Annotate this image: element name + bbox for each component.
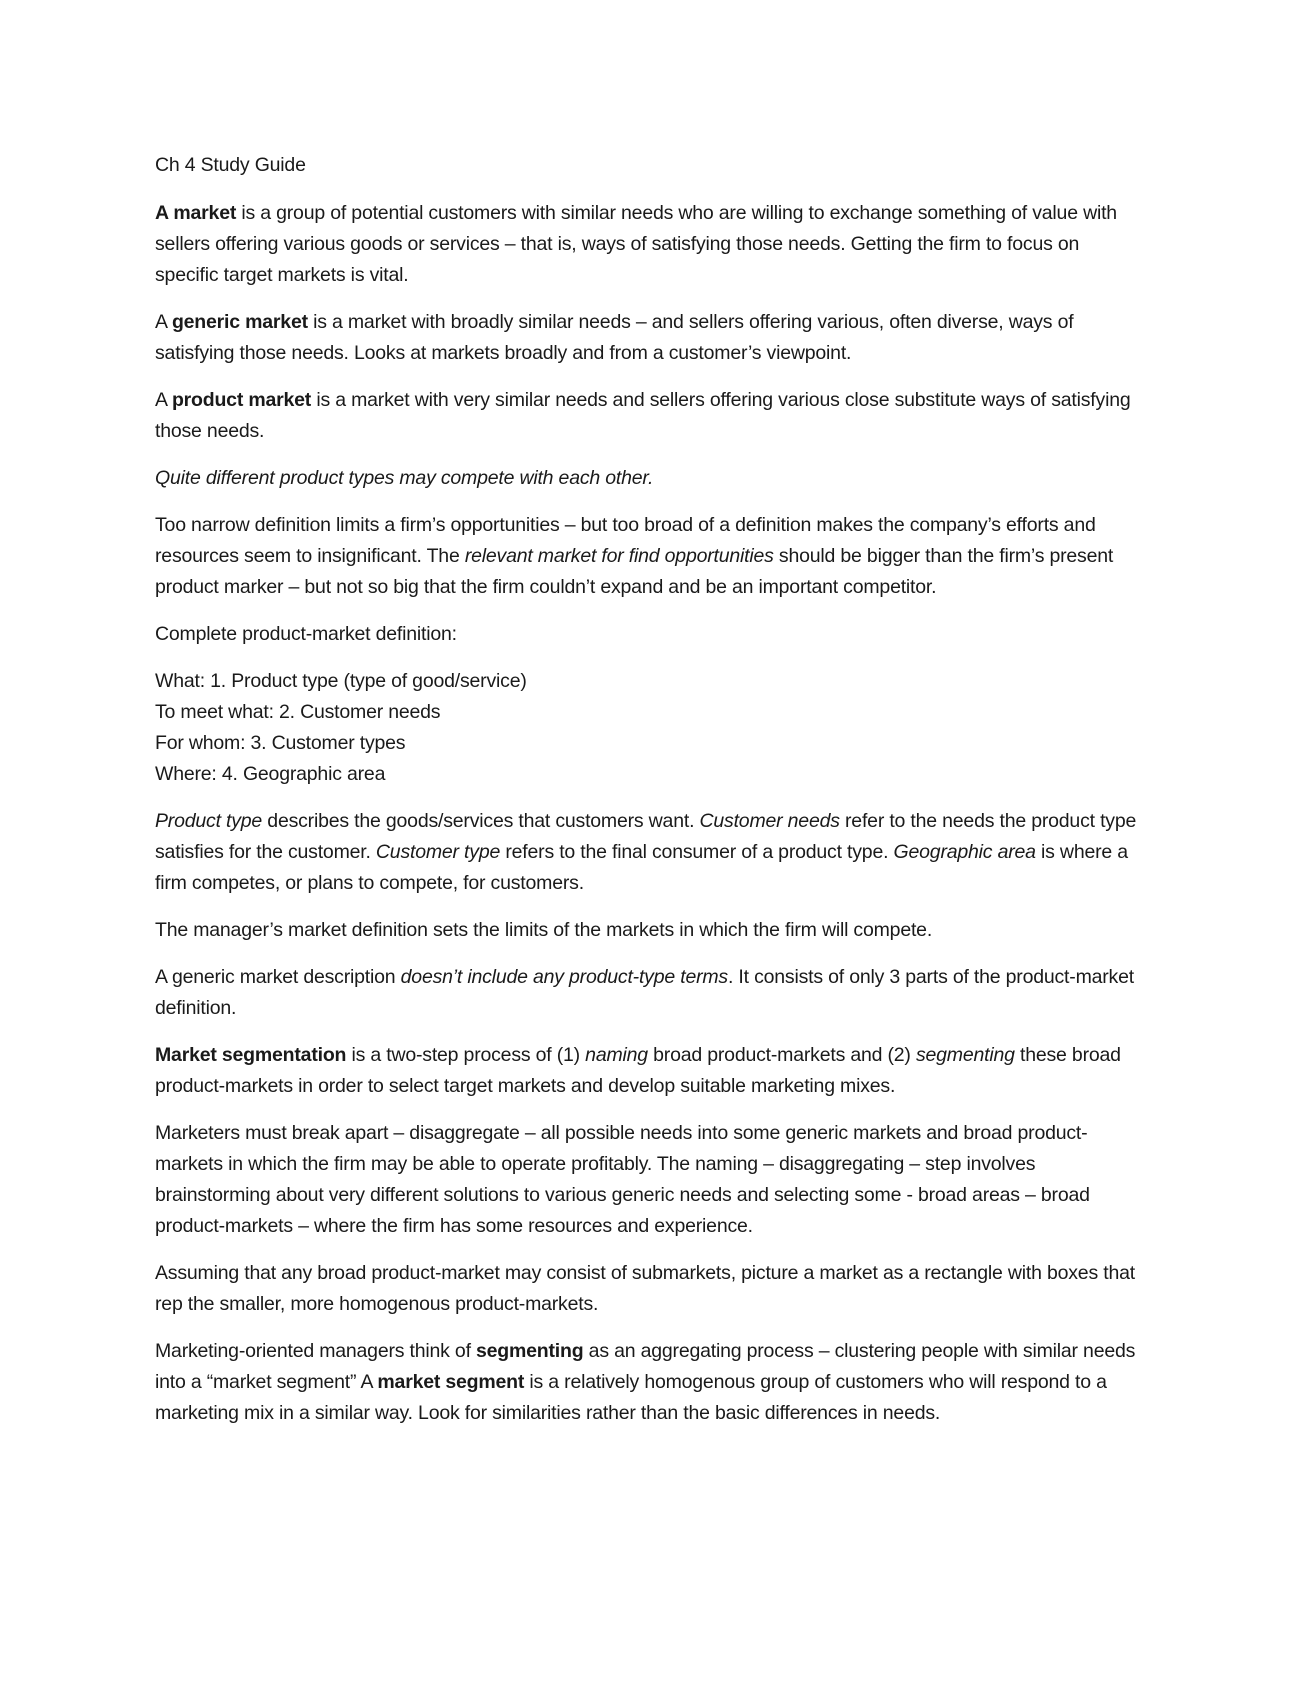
paragraph-compete: Quite different product types may compete with each other. xyxy=(155,467,654,489)
paragraph-generic-description: A generic market description doesn’t include any product-type terms. It consists of only 3 parts of the product-market definition. xyxy=(155,966,1134,1019)
paragraph-market-segmentation: Market segmentation is a two-step process of (1) naming broad product-markets and (2) segmenting these broad product-markets in order to select target markets and develop suitable marketing mixes. xyxy=(155,1044,1121,1097)
paragraph-market-definition: A market is a group of potential customers with similar needs who are willing to exchange something of value with sellers offering various goods or services – that is, ways of satisfying those needs. Getting the firm to focus on specific target markets is vital. xyxy=(155,202,1117,286)
paragraph-market-segment: Marketing-oriented managers think of segmenting as an aggregating process – clustering people with similar needs into a “market segment” A market segment is a relatively homogenous group of customers who will respond to a marketing mix in a similar way. Look for similarities rather than the basic differences in needs. xyxy=(155,1340,1136,1424)
term-segmenting: segmenting xyxy=(476,1340,584,1362)
paragraph-disaggregate: Marketers must break apart – disaggregate – all possible needs into some generic markets and broad product-markets in which the firm may be able to operate profitably. The naming – disaggregating – step involves brainstorming about very different solutions to various generic needs and selecting some - broad areas – broad product-markets – where the firm has some resources and experience. xyxy=(155,1122,1090,1237)
definition-list xyxy=(155,666,1145,790)
list-item: Where: 4. Geographic area xyxy=(155,763,386,785)
paragraph-definition-scope: Too narrow definition limits a firm’s opportunities – but too broad of a definition makes the company’s efforts and resources seem to insignificant. The relevant market for find opportunities should be bigger than the firm’s present product marker – but not so big that the firm couldn’t expand and be an important competitor. xyxy=(155,514,1114,598)
paragraph-manager-definition: The manager’s market definition sets the limits of the markets in which the firm will compete. xyxy=(155,919,933,941)
paragraph-submarkets: Assuming that any broad product-market may consist of submarkets, picture a market as a rectangle with boxes that rep the smaller, more homogenous product-markets. xyxy=(155,1262,1135,1315)
paragraph-definition-terms: Product type describes the goods/services that customers want. Customer needs refer to the needs the product type satisfies for the customer. Customer type refers to the final consumer of a product type. Geographic area is where a firm competes, or plans to compete, for customers. xyxy=(155,810,1137,894)
term-market-segment: market segment xyxy=(377,1371,525,1393)
paragraph-complete-definition: Complete product-market definition: xyxy=(155,623,457,645)
term-generic-market: generic market xyxy=(171,311,308,333)
document-page xyxy=(155,150,1145,1445)
list-item: What: 1. Product type (type of good/service) xyxy=(155,670,527,692)
paragraph-generic-market: A generic market is a market with broadly similar needs – and sellers offering various, often diverse, ways of satisfying those needs. Looks at markets broadly and from a customer’s viewpoint. xyxy=(155,311,1074,364)
term-market: A market xyxy=(155,202,237,224)
paragraph-product-market: A product market is a market with very similar needs and sellers offering various close substitute ways of satisfying those needs. xyxy=(155,389,1131,442)
document-title: Ch 4 Study Guide xyxy=(155,154,306,176)
list-item: To meet what: 2. Customer needs xyxy=(155,701,441,723)
term-market-segmentation: Market segmentation xyxy=(155,1044,347,1066)
term-product-market: product market xyxy=(171,389,312,411)
list-item: For whom: 3. Customer types xyxy=(155,732,406,754)
